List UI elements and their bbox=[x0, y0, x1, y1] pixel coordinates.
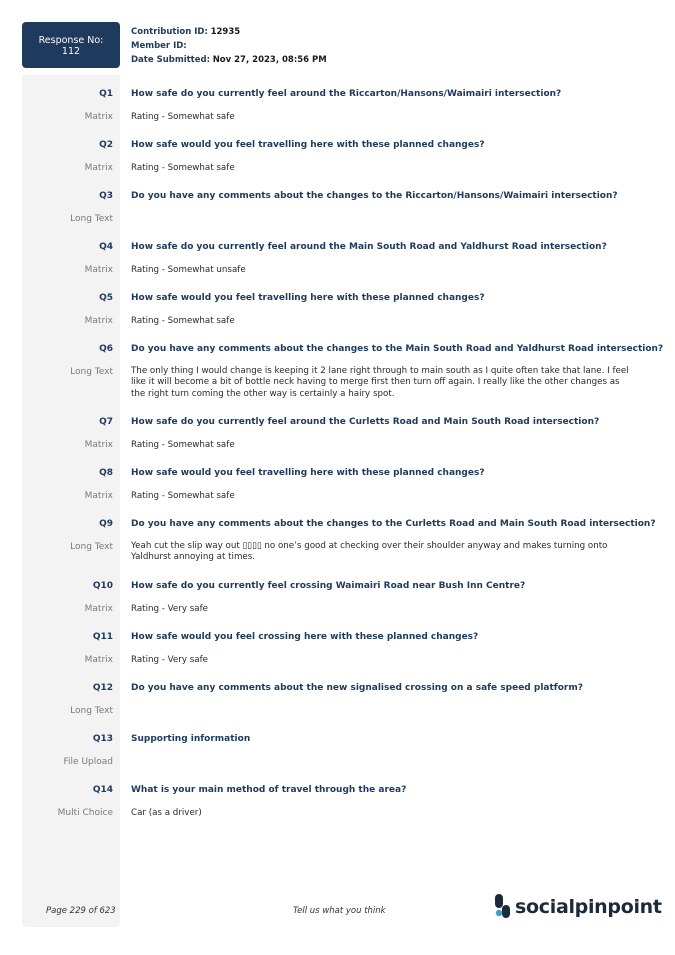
question-number: Q9 bbox=[99, 519, 113, 529]
answer-text: Rating - Somewhat unsafe bbox=[131, 265, 246, 275]
contribution-value: 12935 bbox=[210, 27, 241, 37]
question-text: What is your main method of travel through the area? bbox=[131, 785, 407, 795]
answer-text: Car (as a driver) bbox=[131, 808, 202, 818]
question-number: Q5 bbox=[99, 293, 113, 303]
response-number-box bbox=[22, 22, 120, 68]
question-text: How safe do you currently feel around the Main South Road and Yaldhurst Road intersection? bbox=[131, 242, 607, 252]
question-number: Q8 bbox=[99, 468, 113, 478]
submission-meta bbox=[131, 25, 327, 67]
logo-wordmark: socialpinpoint bbox=[515, 896, 662, 918]
question-type: Matrix bbox=[84, 265, 113, 275]
question-type: Matrix bbox=[84, 440, 113, 450]
question-type: Matrix bbox=[84, 316, 113, 326]
footer-tagline: Tell us what you think bbox=[293, 906, 386, 916]
question-text: How safe would you feel travelling here with these planned changes? bbox=[131, 140, 485, 150]
question-type: Long Text bbox=[70, 214, 113, 224]
question-number: Q13 bbox=[92, 734, 113, 744]
question-type: Multi Choice bbox=[57, 808, 113, 818]
question-type: Matrix bbox=[84, 112, 113, 122]
answer-text: Rating - Very safe bbox=[131, 655, 209, 665]
answer-text: Rating - Somewhat safe bbox=[131, 491, 235, 501]
question-text: Do you have any comments about the changes to the Main South Road and Yaldhurst Road intersection? bbox=[131, 344, 664, 354]
question-type: Long Text bbox=[70, 542, 113, 552]
contribution-label: Contribution ID: bbox=[131, 27, 208, 37]
question-text: Supporting information bbox=[131, 734, 251, 744]
question-type: Matrix bbox=[84, 163, 113, 173]
member-label: Member ID: bbox=[131, 41, 187, 51]
question-number: Q6 bbox=[99, 344, 113, 354]
question-type: Matrix bbox=[84, 604, 113, 614]
question-type: File Upload bbox=[63, 757, 113, 767]
answer-text: Yeah cut the slip way out ▯▯▯▯ no one’s good at checking over their shoulder anyway and makes turning onto Yaldhurst annoying at times. bbox=[131, 541, 608, 563]
question-text: How safe do you currently feel around the Riccarton/Hansons/Waimairi intersection? bbox=[131, 89, 562, 99]
question-text: How safe do you currently feel crossing Waimairi Road near Bush Inn Centre? bbox=[131, 581, 526, 591]
question-number: Q11 bbox=[92, 632, 113, 642]
date-value: Nov 27, 2023, 08:56 PM bbox=[212, 55, 327, 65]
response-label: Response No: bbox=[38, 35, 104, 46]
page-number: Page 229 of 623 bbox=[46, 906, 116, 916]
question-text: How safe do you currently feel around the Curletts Road and Main South Road intersection? bbox=[131, 417, 600, 427]
sidebar-column bbox=[22, 75, 120, 927]
question-text: How safe would you feel crossing here with these planned changes? bbox=[131, 632, 479, 642]
question-text: Do you have any comments about the changes to the Riccarton/Hansons/Waimairi intersection? bbox=[131, 191, 618, 201]
answer-text: Rating - Somewhat safe bbox=[131, 163, 235, 173]
pin-logo-icon bbox=[493, 894, 511, 920]
question-type: Matrix bbox=[84, 655, 113, 665]
question-number: Q3 bbox=[99, 191, 113, 201]
question-number: Q4 bbox=[99, 242, 113, 252]
question-text: How safe would you feel travelling here with these planned changes? bbox=[131, 468, 485, 478]
question-number: Q10 bbox=[92, 581, 113, 591]
question-text: Do you have any comments about the changes to the Curletts Road and Main South Road intersection? bbox=[131, 519, 656, 529]
response-number: 112 bbox=[61, 46, 81, 57]
question-number: Q12 bbox=[92, 683, 113, 693]
socialpinpoint-logo bbox=[493, 894, 662, 920]
answer-text: Rating - Very safe bbox=[131, 604, 209, 614]
question-number: Q7 bbox=[99, 417, 113, 427]
answer-text: Rating - Somewhat safe bbox=[131, 316, 235, 326]
answer-text: The only thing I would change is keeping it 2 lane right through to main south as I quite often take that lane. I feel like it will become a bit of bottle neck having to merge first then turn off again. I really like the other changes as the right turn coming the other way is certainly a hairy spot. bbox=[131, 366, 629, 399]
answer-text: Rating - Somewhat safe bbox=[131, 112, 235, 122]
question-number: Q2 bbox=[99, 140, 113, 150]
answer-text: Rating - Somewhat safe bbox=[131, 440, 235, 450]
question-number: Q14 bbox=[92, 785, 113, 795]
date-label: Date Submitted: bbox=[131, 55, 210, 65]
question-type: Long Text bbox=[70, 706, 113, 716]
question-type: Matrix bbox=[84, 491, 113, 501]
question-number: Q1 bbox=[99, 89, 113, 99]
question-text: How safe would you feel travelling here with these planned changes? bbox=[131, 293, 485, 303]
question-text: Do you have any comments about the new signalised crossing on a safe speed platform? bbox=[131, 683, 583, 693]
question-type: Long Text bbox=[70, 367, 113, 377]
